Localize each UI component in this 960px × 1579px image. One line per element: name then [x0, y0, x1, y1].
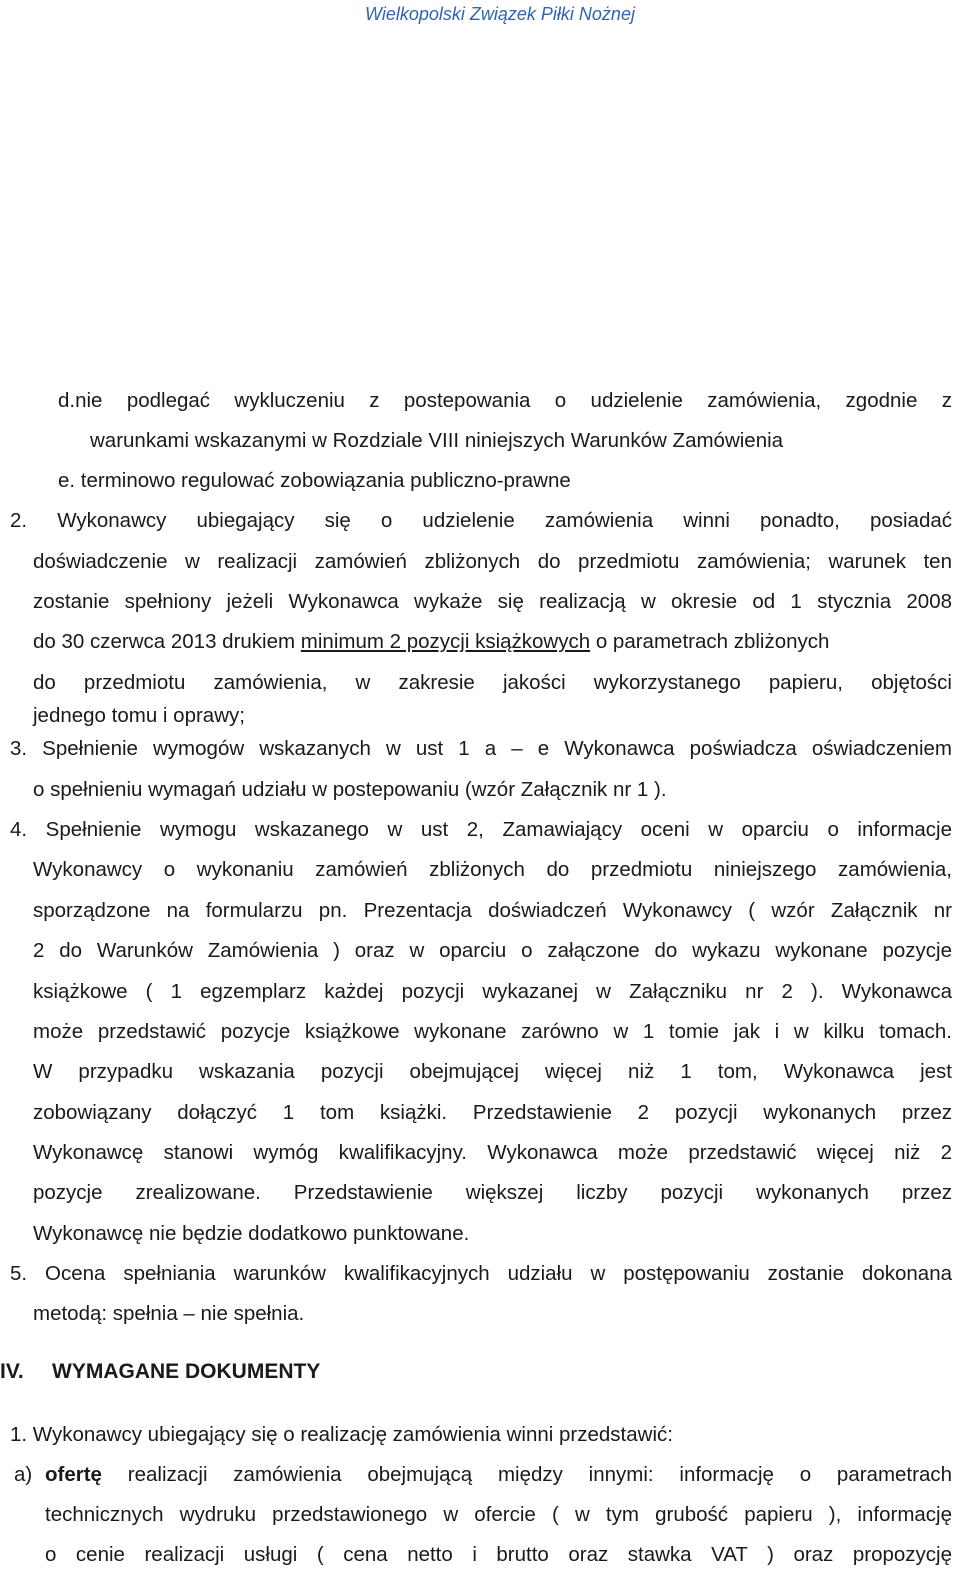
iv-item-a-label: a): [14, 1463, 33, 1486]
section-iv-number: IV.: [0, 1360, 24, 1383]
item-4-line-4: 2 do Warunków Zamówienia ) oraz w oparciu o załączone do wykazu wykonane pozycje: [33, 939, 952, 962]
item-2-line-4-text-b: o parametrach zbliżonych: [590, 630, 830, 653]
item-5-line-2: metodą: spełnia – nie spełnia.: [33, 1302, 305, 1325]
item-2-line-6: jednego tomu i oprawy;: [33, 704, 245, 727]
item-2-line-1: 2. Wykonawcy ubiegający się o udzielenie zamówienia winni ponadto, posiadać: [10, 509, 952, 532]
iv-item-1-line-1: 1. Wykonawcy ubiegający się o realizację zamówienia winni przedstawić:: [10, 1423, 673, 1446]
item-2-line-5: do przedmiotu zamówienia, w zakresie jakości wykorzystanego papieru, objętości: [33, 671, 952, 694]
iv-item-a-line-2: technicznych wydruku przedstawionego w ofercie ( w tym grubość papieru ), informację: [45, 1503, 952, 1526]
iv-item-a-line-1: [45, 1463, 952, 1487]
iv-item-a-bold-term: ofertę: [45, 1463, 102, 1486]
item-e-line-1: e. terminowo regulować zobowiązania publiczno-prawne: [58, 469, 571, 492]
item-3-line-2: o spełnieniu wymagań udziału w postepowaniu (wzór Załącznik nr 1 ).: [33, 778, 667, 801]
item-2-line-4-text-a: do 30 czerwca 2013 drukiem: [33, 630, 301, 653]
item-5-line-1: 5. Ocena spełniania warunków kwalifikacyjnych udziału w postępowaniu zostanie dokonana: [10, 1262, 952, 1285]
item-4-line-1: 4. Spełnienie wymogu wskazanego w ust 2, Zamawiający oceni w oparciu o informacje: [10, 818, 952, 841]
item-4-line-11: Wykonawcę nie będzie dodatkowo punktowane.: [33, 1222, 470, 1245]
iv-item-a-line-3: o cenie realizacji usługi ( cena netto i brutto oraz stawka VAT ) oraz propozycję: [45, 1543, 952, 1566]
iv-item-a-line-1-rest: realizacji zamówienia obejmującą między innymi: informację o parametrach: [101, 1463, 952, 1486]
item-d-line-2: warunkami wskazanymi w Rozdziale VIII niniejszych Warunków Zamówienia: [90, 429, 784, 452]
item-2-line-3: zostanie spełniony jeżeli Wykonawca wykaże się realizacją w okresie od 1 stycznia 2008: [33, 590, 952, 613]
item-4-line-10: pozycje zrealizowane. Przedstawienie większej liczby pozycji wykonanych przez: [33, 1181, 952, 1204]
item-4-line-9: Wykonawcę stanowi wymóg kwalifikacyjny. Wykonawca może przedstawić więcej niż 2: [33, 1141, 952, 1164]
item-4-line-6: może przedstawić pozycje książkowe wykonane zarówno w 1 tomie jak i w kilku tomach.: [33, 1020, 952, 1043]
item-2-underlined-phrase: minimum 2 pozycji książkowych: [300, 630, 591, 653]
item-4-line-7: W przypadku wskazania pozycji obejmującej więcej niż 1 tom, Wykonawca jest: [33, 1060, 952, 1083]
item-d-line-1: d.nie podlegać wykluczeniu z postepowania o udzielenie zamówienia, zgodnie z: [58, 389, 952, 412]
item-3-line-1: 3. Spełnienie wymogów wskazanych w ust 1 a – e Wykonawca poświadcza oświadczeniem: [10, 737, 952, 760]
item-4-line-2: Wykonawcy o wykonaniu zamówień zbliżonych do przedmiotu niniejszego zamówienia,: [33, 858, 952, 881]
item-2-line-4: [33, 630, 829, 654]
item-4-line-3: sporządzone na formularzu pn. Prezentacja doświadczeń Wykonawcy ( wzór Załącznik nr: [33, 899, 952, 922]
page-header: Wielkopolski Związek Piłki Nożnej: [365, 4, 635, 24]
item-2-line-2: doświadczenie w realizacji zamówień zbliżonych do przedmiotu zamówienia; warunek ten: [33, 550, 952, 573]
item-4-line-8: zobowiązany dołączyć 1 tom książki. Przedstawienie 2 pozycji wykonanych przez: [33, 1101, 952, 1124]
section-iv-title: WYMAGANE DOKUMENTY: [52, 1360, 321, 1383]
item-4-line-5: książkowe ( 1 egzemplarz każdej pozycji wykazanej w Załączniku nr 2 ). Wykonawca: [33, 980, 952, 1003]
